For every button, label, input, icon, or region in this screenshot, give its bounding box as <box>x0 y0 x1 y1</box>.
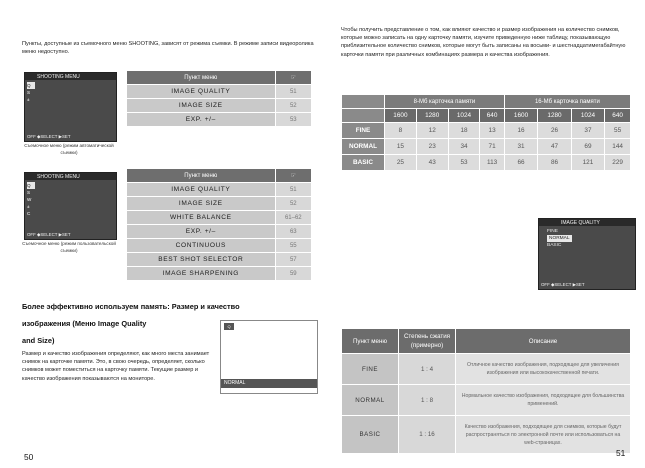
screen1-caption: Съемочное меню (режим автоматической съемки) <box>24 143 114 155</box>
table-row: EXP. +/– 63 <box>127 225 312 239</box>
quality-options <box>547 228 572 249</box>
screen-title: SHOOTING MENU <box>37 174 80 180</box>
table-row: BASIC 25 43 53 113 66 86 121 229 <box>342 155 631 171</box>
page-number-left: 50 <box>24 452 34 462</box>
table-row: WHITE BALANCE 61–62 <box>127 211 312 225</box>
table-row: NORMAL 15 23 34 71 31 47 69 144 <box>342 139 631 155</box>
table-row: IMAGE SIZE 52 <box>127 197 312 211</box>
group-16mb: 16-Мб карточка памяти <box>504 95 630 109</box>
quality-icon: Q <box>224 323 234 330</box>
screen2-caption: Съемочное меню (режим пользовательской съемки) <box>22 241 116 253</box>
table-row: IMAGE QUALITY 51 <box>127 85 312 99</box>
shooting-menu-screen-auto <box>24 72 117 142</box>
quality-label: NORMAL <box>224 380 246 386</box>
option-basic: BASIC <box>547 243 562 248</box>
screen-side-icons: Q S W ± C <box>27 182 35 217</box>
section-heading: Более эффективно используем память: Размер и качество изображения (Меню Image Quality and Size) <box>22 302 240 345</box>
left-body: Размер и качество изображения определяют, как много места занимает снимок на карточке памяти. Это, в свою очередь, определяет, сколько снимков может поместиться на карточку памяти. Текущие размер и качество изображения показываются на мониторе. <box>22 351 210 382</box>
table-row: EXP. +/– 53 <box>127 113 312 127</box>
screen-footer: OFF ◆SELECT ▶SET <box>541 282 585 287</box>
option-fine: FINE <box>547 229 558 234</box>
image-quality-screen <box>538 218 636 290</box>
menu-col-header: Пункт меню <box>127 169 276 183</box>
page-number-right: 51 <box>616 448 626 458</box>
table-row: IMAGE SHARPENING 59 <box>127 267 312 281</box>
group-8mb: 8-Мб карточка памяти <box>385 95 505 109</box>
table-row: IMAGE SIZE 52 <box>127 99 312 113</box>
screen-footer: OFF ◆SELECT ▶SET <box>27 232 71 237</box>
screen-footer: OFF ◆SELECT ▶SET <box>27 134 71 139</box>
quality-description-table: Пункт меню Степень сжатия (примерно) Описание FINE 1 : 4 Отличное качество изображения, подходящее для увеличения изображения или высококачественной печати. NORMAL 1 : 8 Нормальное качество изображения, подходящее для большинства применений. BASIC 1 : 16 Качество изображения, подходящее для снимков, которые будут распространяться по электронной почте или использоваться на web-страницах. <box>341 328 631 454</box>
menu-col-header: Пункт меню <box>127 71 276 85</box>
table-row: FINE 8 12 18 13 16 26 37 55 <box>342 123 631 139</box>
shooting-menu-screen-custom <box>24 172 117 240</box>
screen-title: IMAGE QUALITY <box>561 220 600 226</box>
table-row: NORMAL 1 : 8 Нормальное качество изображения, подходящее для большинства применений. <box>342 385 631 416</box>
page-icon: ☞ <box>275 169 311 183</box>
monitor-screen <box>220 320 318 394</box>
table-row: CONTINUOUS 55 <box>127 239 312 253</box>
table-row: IMAGE QUALITY 51 <box>127 183 312 197</box>
capacity-table: 8-Мб карточка памяти 16-Мб карточка памяти 1600 1280 1024 640 1600 1280 1024 640 FINE 8 12 18 13 16 26 37 55 NORMAL 15 23 34 71 31 47 69 144 BASIC 25 43 53 113 66 86 121 229 <box>341 94 631 171</box>
menu-table-auto <box>126 70 312 127</box>
left-intro: Пункты, доступные из съемочного меню SHOOTING, зависят от режима съемки. В режиме записи видеоролика меню недоступно. <box>22 41 314 56</box>
menu-table-custom <box>126 168 312 281</box>
table-row: BEST SHOT SELECTOR 57 <box>127 253 312 267</box>
right-intro: Чтобы получить представление о том, как влияют качество и размер изображения на количество снимков, которые можно записать на одну карточку памяти, изучите приведенную ниже таблицу, показывающую приблизительное количество снимков, которые могут быть записаны на восьми- и шестнадцатимегабайтную карточки памяти при различных комбинациях размера и качества изображения. <box>341 27 626 58</box>
screen-title: SHOOTING MENU <box>37 74 80 80</box>
screen-side-icons: Q S ± <box>27 82 35 103</box>
option-normal: NORMAL <box>549 236 570 241</box>
table-row: BASIC 1 : 16 Качество изображения, подходящее для снимков, которые будут распространяться по электронной почте или использоваться на web-страницах. <box>342 416 631 454</box>
page-icon: ☞ <box>275 71 311 85</box>
table-row: FINE 1 : 4 Отличное качество изображения, подходящее для увеличения изображения или высококачественной печати. <box>342 354 631 385</box>
